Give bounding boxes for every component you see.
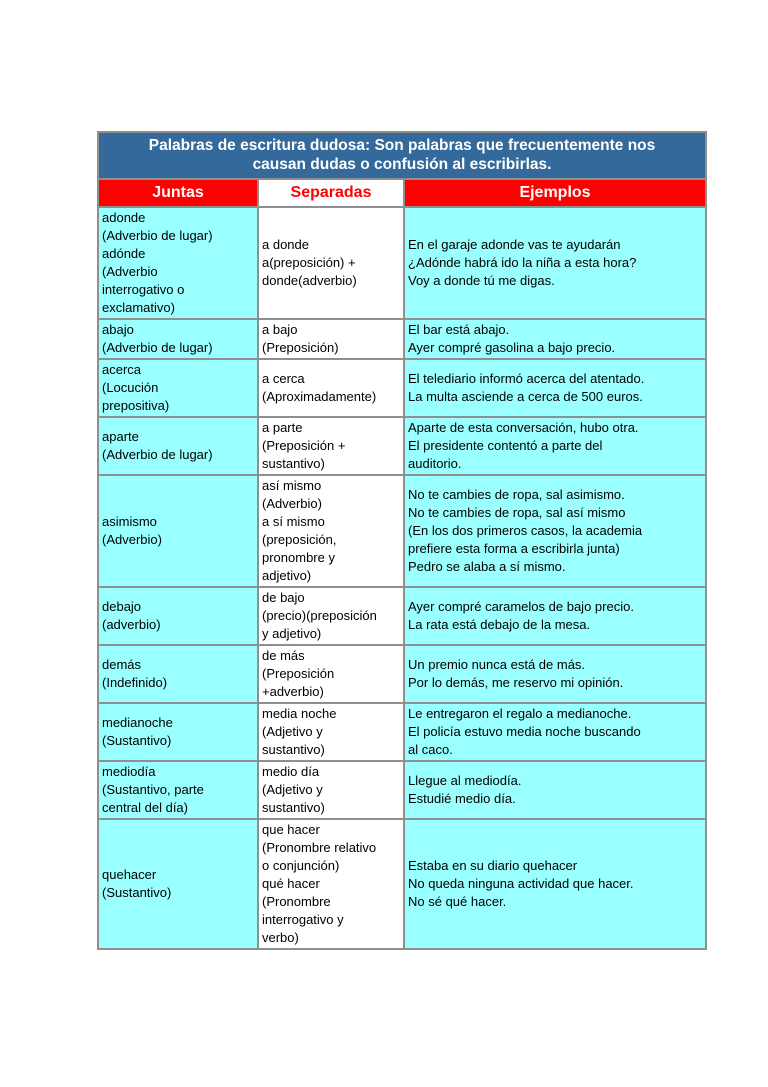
cell-line: Aparte de esta conversación, hubo otra. [408, 420, 639, 435]
cell-line: El presidente contentó a parte del [408, 438, 603, 453]
cell-line: a donde [262, 237, 309, 252]
cell-line: (Adjetivo y [262, 724, 323, 739]
cell-line: Estudié medio día. [408, 791, 516, 806]
cell-line: asimismo [102, 514, 157, 529]
table-title-line-2: causan dudas o confusión al escribirlas. [252, 156, 552, 173]
header-ejemplos: Ejemplos [405, 180, 705, 206]
header-separadas: Separadas [259, 180, 403, 206]
cell-ejemplos-text [408, 857, 702, 911]
cell-line: (Pronombre [262, 894, 331, 909]
table-row [99, 320, 705, 358]
cell-separadas-text [262, 370, 400, 406]
cell-separadas-text [262, 321, 400, 357]
cell-ejemplos [405, 208, 705, 318]
cell-line: acerca [102, 362, 142, 377]
title-row [99, 133, 705, 178]
cell-ejemplos-text [408, 236, 702, 290]
cell-line: abajo [102, 322, 134, 337]
cell-ejemplos [405, 476, 705, 586]
cell-line: donde(adverbio) [262, 273, 357, 288]
cell-juntas [99, 762, 257, 818]
cell-separadas [259, 820, 403, 948]
table-title-line-1: Palabras de escritura dudosa: Son palabras que frecuentemente nos [148, 137, 656, 154]
cell-line: demás [102, 657, 142, 672]
cell-line: (Preposición [262, 666, 335, 681]
cell-line: (Pronombre relativo [262, 840, 377, 855]
cell-juntas-text [102, 763, 254, 817]
cell-juntas [99, 320, 257, 358]
cell-ejemplos [405, 588, 705, 644]
cell-line: Voy a donde tú me digas. [408, 273, 555, 288]
cell-line: medianoche [102, 715, 173, 730]
cell-line: pronombre y [262, 550, 335, 565]
cell-line: No sé qué hacer. [408, 894, 507, 909]
cell-separadas-text [262, 705, 400, 759]
cell-line: (Adverbio de lugar) [102, 447, 213, 462]
cell-line: que hacer [262, 822, 320, 837]
cell-separadas-text [262, 763, 400, 817]
cell-line: sustantivo) [262, 742, 325, 757]
cell-line: No queda ninguna actividad que hacer. [408, 876, 634, 891]
cell-separadas [259, 588, 403, 644]
cell-juntas-text [102, 714, 254, 750]
cell-line: Un premio nunca está de más. [408, 657, 586, 672]
cell-separadas [259, 704, 403, 760]
cell-line: No te cambies de ropa, sal asimismo. [408, 487, 625, 502]
cell-line: de bajo [262, 590, 305, 605]
table-row [99, 646, 705, 702]
cell-ejemplos [405, 820, 705, 948]
table-body [99, 208, 705, 948]
cell-line: Estaba en su diario quehacer [408, 858, 578, 873]
cell-juntas [99, 646, 257, 702]
cell-ejemplos [405, 762, 705, 818]
header-row [99, 180, 705, 206]
cell-ejemplos-text [408, 772, 702, 808]
cell-line: (Sustantivo, parte [102, 782, 204, 797]
cell-separadas-text [262, 821, 400, 947]
cell-juntas-text [102, 513, 254, 549]
cell-line: Llegue al mediodía. [408, 773, 522, 788]
cell-juntas [99, 704, 257, 760]
cell-line: a sí mismo [262, 514, 325, 529]
cell-line: (Sustantivo) [102, 733, 172, 748]
cell-line: En el garaje adonde vas te ayudarán [408, 237, 621, 252]
cell-juntas [99, 588, 257, 644]
cell-ejemplos-text [408, 419, 702, 473]
header-juntas: Juntas [99, 180, 257, 206]
cell-line: +adverbio) [262, 684, 324, 699]
cell-separadas [259, 320, 403, 358]
cell-line: exclamativo) [102, 300, 175, 315]
cell-line: auditorio. [408, 456, 462, 471]
cell-line: (Adverbio) [102, 532, 162, 547]
cell-line: prefiere esta forma a escribirla junta) [408, 541, 620, 556]
cell-juntas [99, 476, 257, 586]
cell-line: (Adjetivo y [262, 782, 323, 797]
cell-line: (Adverbio [102, 264, 158, 279]
cell-line: mediodía [102, 764, 156, 779]
cell-separadas [259, 418, 403, 474]
cell-line: prepositiva) [102, 398, 170, 413]
cell-line: interrogativo o [102, 282, 185, 297]
cell-line: (preposición, [262, 532, 337, 547]
cell-line: quehacer [102, 867, 157, 882]
cell-line: Ayer compré caramelos de bajo precio. [408, 599, 634, 614]
cell-line: La multa asciende a cerca de 500 euros. [408, 389, 643, 404]
cell-separadas [259, 476, 403, 586]
cell-line: Pedro se alaba a sí mismo. [408, 559, 566, 574]
cell-separadas-text [262, 236, 400, 290]
cell-separadas [259, 646, 403, 702]
cell-juntas-text [102, 598, 254, 634]
cell-line: (Indefinido) [102, 675, 168, 690]
cell-juntas-text [102, 321, 254, 357]
cell-separadas [259, 360, 403, 416]
cell-line: (Preposición) [262, 340, 339, 355]
cell-line: Por lo demás, me reservo mi opinión. [408, 675, 624, 690]
table-row [99, 418, 705, 474]
cell-line: medio día [262, 764, 320, 779]
cell-juntas [99, 418, 257, 474]
cell-juntas-text [102, 361, 254, 415]
cell-ejemplos-text [408, 321, 702, 357]
cell-line: así mismo [262, 478, 322, 493]
cell-ejemplos-text [408, 598, 702, 634]
cell-line: verbo) [262, 930, 299, 945]
cell-juntas [99, 360, 257, 416]
table-title [99, 133, 705, 178]
cell-line: (Preposición + [262, 438, 346, 453]
cell-line: y adjetivo) [262, 626, 322, 641]
cell-ejemplos-text [408, 486, 702, 576]
cell-separadas [259, 762, 403, 818]
cell-separadas-text [262, 647, 400, 701]
table-row [99, 762, 705, 818]
cell-line: (Adverbio de lugar) [102, 228, 213, 243]
cell-line: (precio)(preposición [262, 608, 377, 623]
cell-ejemplos-text [408, 370, 702, 406]
cell-separadas [259, 208, 403, 318]
table-row [99, 704, 705, 760]
cell-juntas-text [102, 209, 254, 317]
cell-line: o conjunción) [262, 858, 340, 873]
cell-line: (adverbio) [102, 617, 161, 632]
cell-line: (Locución [102, 380, 159, 395]
cell-separadas-text [262, 419, 400, 473]
cell-line: (Adverbio de lugar) [102, 340, 213, 355]
cell-line: (Aproximadamente) [262, 389, 377, 404]
cell-ejemplos [405, 646, 705, 702]
cell-juntas-text [102, 428, 254, 464]
cell-line: interrogativo y [262, 912, 344, 927]
words-table [97, 131, 707, 950]
cell-line: adonde [102, 210, 146, 225]
cell-line: Le entregaron el regalo a medianoche. [408, 706, 632, 721]
table-row [99, 588, 705, 644]
cell-ejemplos-text [408, 705, 702, 759]
cell-line: a bajo [262, 322, 298, 337]
cell-juntas [99, 820, 257, 948]
cell-line: qué hacer [262, 876, 320, 891]
cell-ejemplos [405, 360, 705, 416]
cell-line: ¿Adónde habrá ido la niña a esta hora? [408, 255, 637, 270]
cell-line: sustantivo) [262, 800, 325, 815]
cell-line: al caco. [408, 742, 453, 757]
cell-line: El telediario informó acerca del atentado. [408, 371, 645, 386]
cell-line: a cerca [262, 371, 305, 386]
cell-line: Ayer compré gasolina a bajo precio. [408, 340, 616, 355]
cell-line: No te cambies de ropa, sal así mismo [408, 505, 626, 520]
cell-line: media noche [262, 706, 337, 721]
cell-juntas-text [102, 866, 254, 902]
cell-juntas-text [102, 656, 254, 692]
cell-ejemplos-text [408, 656, 702, 692]
cell-line: aparte [102, 429, 139, 444]
cell-line: El bar está abajo. [408, 322, 510, 337]
cell-ejemplos [405, 320, 705, 358]
cell-line: a(preposición) + [262, 255, 356, 270]
cell-line: de más [262, 648, 305, 663]
cell-line: central del día) [102, 800, 188, 815]
cell-line: adjetivo) [262, 568, 312, 583]
table-row [99, 208, 705, 318]
table-row [99, 476, 705, 586]
cell-ejemplos [405, 418, 705, 474]
cell-juntas [99, 208, 257, 318]
cell-line: adónde [102, 246, 146, 261]
cell-line: debajo [102, 599, 142, 614]
cell-separadas-text [262, 589, 400, 643]
cell-line: a parte [262, 420, 303, 435]
cell-ejemplos [405, 704, 705, 760]
cell-line: (Adverbio) [262, 496, 322, 511]
cell-line: (Sustantivo) [102, 885, 172, 900]
table-row [99, 820, 705, 948]
cell-line: La rata está debajo de la mesa. [408, 617, 591, 632]
cell-separadas-text [262, 477, 400, 585]
table-row [99, 360, 705, 416]
cell-line: El policía estuvo media noche buscando [408, 724, 641, 739]
cell-line: (En los dos primeros casos, la academia [408, 523, 643, 538]
cell-line: sustantivo) [262, 456, 325, 471]
